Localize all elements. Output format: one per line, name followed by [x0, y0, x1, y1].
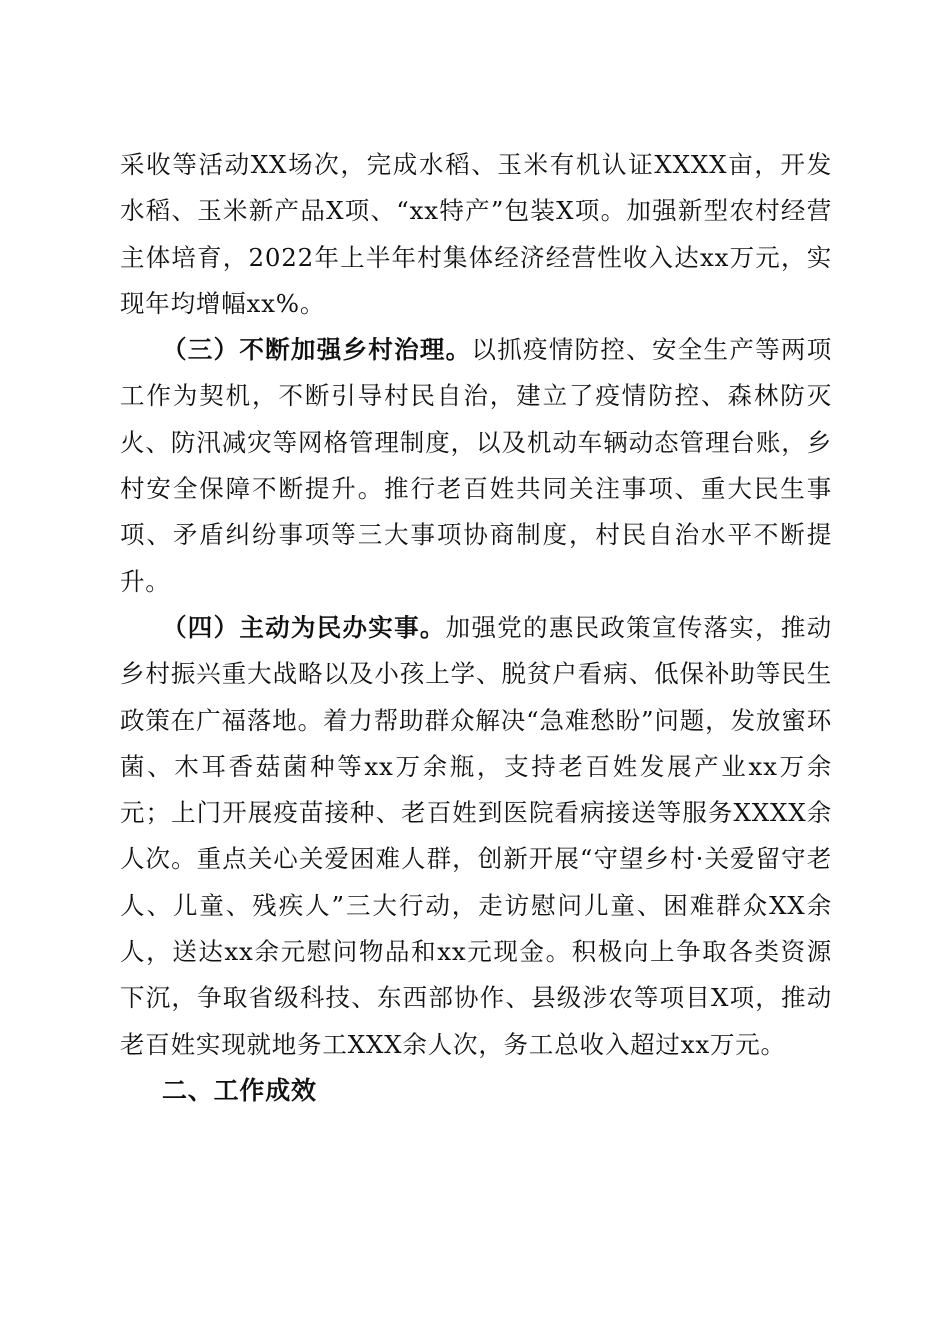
section-heading: 二、工作成效: [162, 1075, 317, 1105]
paragraph-text: 加强党的惠民政策宣传落实，推动乡村振兴重大战略以及小孩上学、脱贫户看病、低保补助等民生政策在广福落地。着力帮助群众解决“急难愁盼”问题，发放蜜环菌、木耳香菇菌种等xx万余瓶，支持老百姓发展产业xx万余元；上门开展疫苗接种、老百姓到医院看病接送等服务XXXX余人次。重点关心关爱困难人群，创新开展“守望乡村·关爱留守老人、儿童、残疾人”三大行动，走访慰问儿童、困难群众XX余人，送达xx余元慰问物品和xx元现金。积极向上争取各类资源下沉，争取省级科技、东西部协作、县级涉农等项目X项，推动老百姓实现就地务工XXX余人次，务工总收入超过xx万元。: [120, 612, 832, 1059]
paragraph-practical-matters: [120, 605, 832, 1068]
document-body: [120, 142, 832, 1114]
paragraph-rural-governance: [120, 327, 832, 605]
paragraph-lead: （四）主动为民办实事。: [162, 612, 446, 642]
paragraph-text: 以抓疫情防控、安全生产等两项工作为契机，不断引导村民自治，建立了疫情防控、森林防灭火、防汛减灾等网格管理制度，以及机动车辆动态管理台账，乡村安全保障不断提升。推行老百姓共同关注事项、重大民生事项、矛盾纠纷事项等三大事项协商制度，村民自治水平不断提升。: [120, 335, 832, 596]
paragraph-continuation: [120, 142, 832, 327]
paragraph-lead: （三）不断加强乡村治理。: [162, 335, 472, 365]
paragraph-text: 采收等活动XX场次，完成水稻、玉米有机认证XXXX亩，开发水稻、玉米新产品X项、“xx特产”包装X项。加强新型农村经营主体培育，2022年上半年村集体经济经营性收入达xx万元，实现年均增幅xx%。: [120, 150, 832, 318]
